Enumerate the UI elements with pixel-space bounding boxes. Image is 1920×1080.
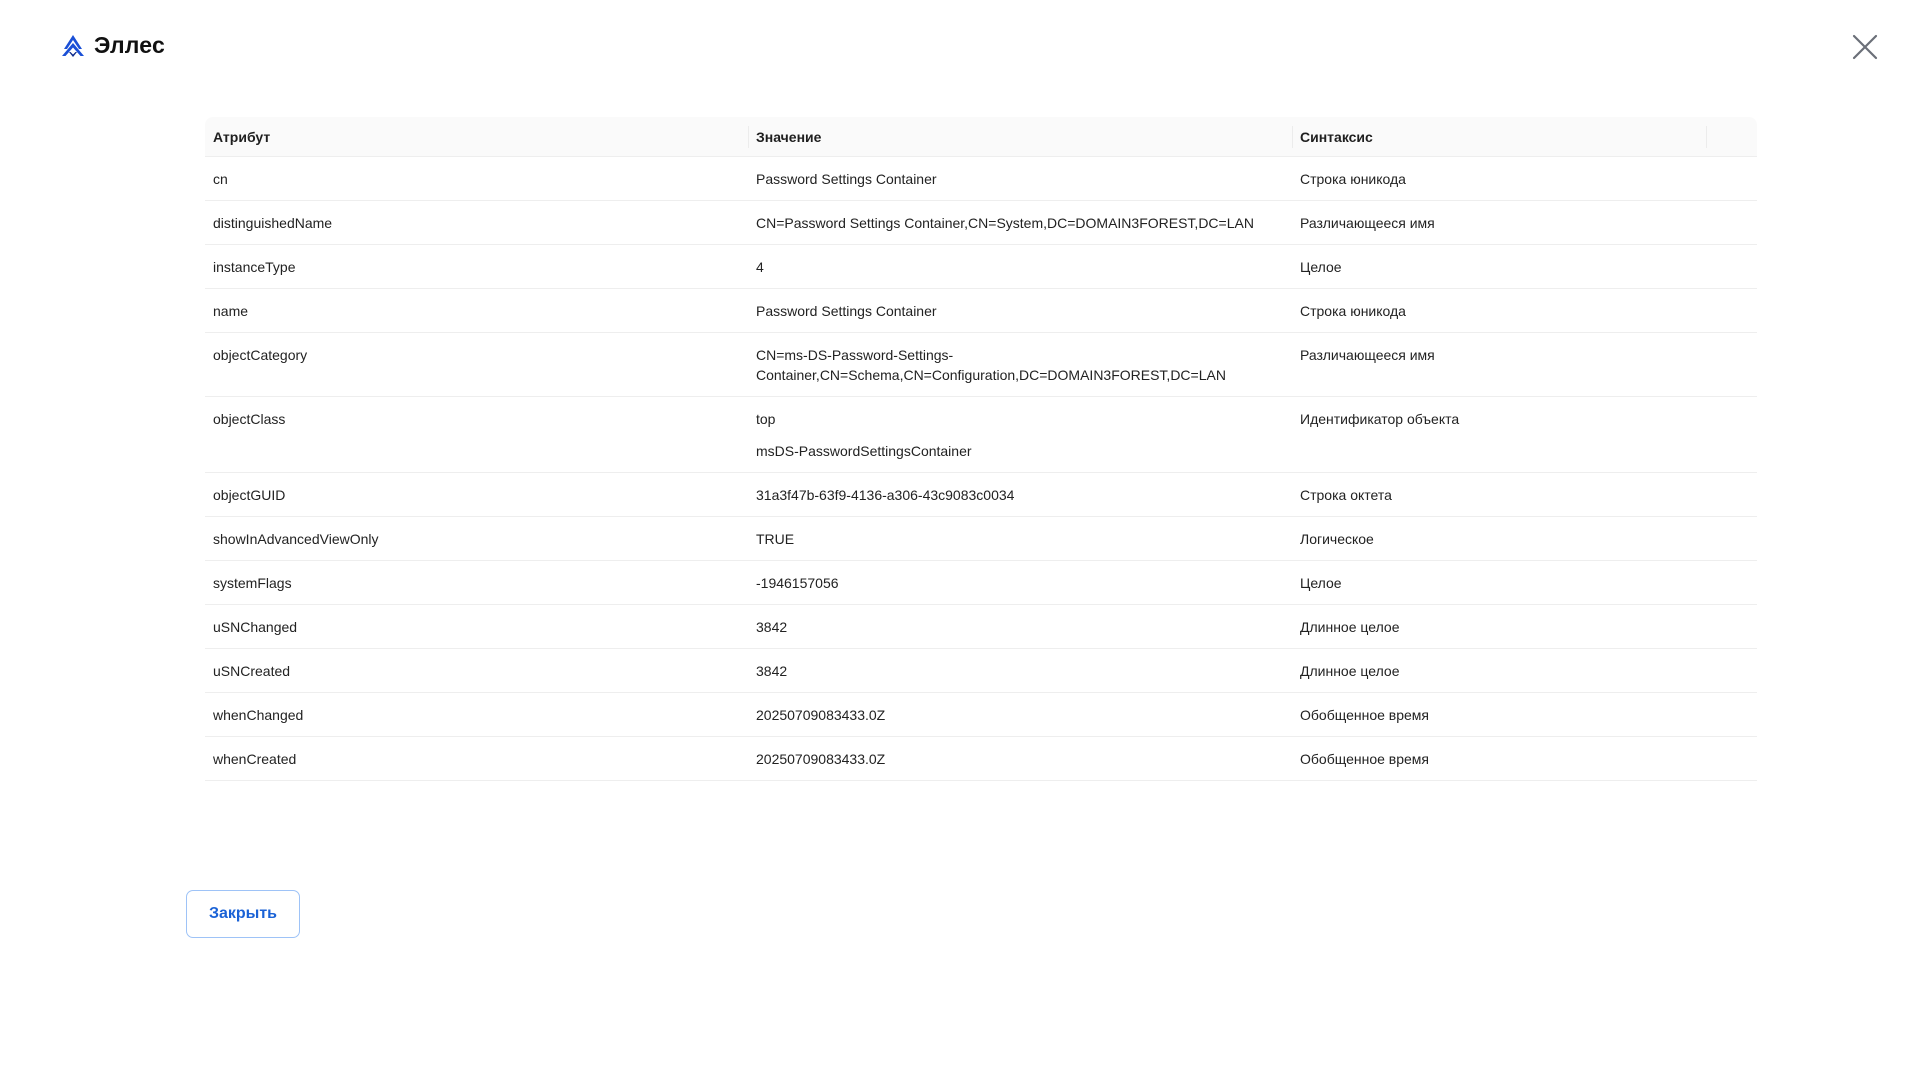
syntax-cell: Различающееся имя: [1292, 333, 1706, 397]
column-header-attribute[interactable]: Атрибут: [205, 117, 748, 157]
attribute-cell: instanceType: [205, 245, 748, 289]
attribute-cell: showInAdvancedViewOnly: [205, 517, 748, 561]
syntax-cell: Идентификатор объекта: [1292, 397, 1706, 473]
app-logo: [60, 32, 165, 59]
value-line: 20250709083433.0Z: [756, 707, 886, 723]
value-cell: [748, 649, 1292, 693]
column-header-value[interactable]: Значение: [748, 117, 1292, 157]
attributes-table: [205, 117, 1757, 781]
syntax-cell: Логическое: [1292, 517, 1706, 561]
value-cell: [748, 693, 1292, 737]
table-row[interactable]: [205, 201, 1757, 245]
syntax-cell: Строка юникода: [1292, 289, 1706, 333]
value-line: -1946157056: [756, 575, 839, 591]
syntax-cell: Длинное целое: [1292, 605, 1706, 649]
table-row[interactable]: [205, 693, 1757, 737]
value-cell: [748, 245, 1292, 289]
value-line: CN=ms-DS-Password-Settings-Container,CN=Schema,CN=Configuration,DC=DOMAIN3FOREST,DC=LAN: [756, 347, 1226, 383]
table-header-row: [205, 117, 1757, 157]
value-cell: [748, 517, 1292, 561]
empty-cell: [1706, 737, 1757, 781]
table-row[interactable]: [205, 157, 1757, 201]
empty-cell: [1706, 605, 1757, 649]
table-row[interactable]: [205, 245, 1757, 289]
attribute-cell: uSNCreated: [205, 649, 748, 693]
value-line: 4: [756, 259, 764, 275]
value-cell: [748, 201, 1292, 245]
elles-logo-icon: [60, 33, 86, 59]
table-row[interactable]: [205, 333, 1757, 397]
empty-cell: [1706, 517, 1757, 561]
value-line: top: [756, 411, 776, 427]
value-line: 3842: [756, 619, 788, 635]
empty-cell: [1706, 473, 1757, 517]
table-row[interactable]: [205, 561, 1757, 605]
empty-cell: [1706, 157, 1757, 201]
table-row[interactable]: [205, 649, 1757, 693]
value-line: Password Settings Container: [756, 303, 937, 319]
value-line: 3842: [756, 663, 788, 679]
syntax-cell: Различающееся имя: [1292, 201, 1706, 245]
attribute-cell: whenCreated: [205, 737, 748, 781]
value-cell: [748, 473, 1292, 517]
empty-cell: [1706, 649, 1757, 693]
empty-cell: [1706, 693, 1757, 737]
empty-cell: [1706, 561, 1757, 605]
attribute-cell: objectCategory: [205, 333, 748, 397]
syntax-cell: Целое: [1292, 561, 1706, 605]
attribute-cell: name: [205, 289, 748, 333]
attribute-cell: cn: [205, 157, 748, 201]
attribute-cell: whenChanged: [205, 693, 748, 737]
table-row[interactable]: [205, 397, 1757, 473]
empty-cell: [1706, 245, 1757, 289]
table-row[interactable]: [205, 605, 1757, 649]
value-cell: [748, 333, 1292, 397]
value-cell: [748, 737, 1292, 781]
syntax-cell: Обобщенное время: [1292, 737, 1706, 781]
value-cell: [748, 397, 1292, 473]
close-button[interactable]: Закрыть: [186, 890, 300, 938]
empty-cell: [1706, 397, 1757, 473]
column-header-extra: [1706, 117, 1757, 157]
table-row[interactable]: [205, 737, 1757, 781]
value-cell: [748, 561, 1292, 605]
table-row[interactable]: [205, 473, 1757, 517]
value-line: CN=Password Settings Container,CN=System,DC=DOMAIN3FOREST,DC=LAN: [756, 215, 1254, 231]
syntax-cell: Длинное целое: [1292, 649, 1706, 693]
attribute-cell: uSNChanged: [205, 605, 748, 649]
table-row[interactable]: [205, 517, 1757, 561]
empty-cell: [1706, 333, 1757, 397]
value-line: TRUE: [756, 531, 795, 547]
close-dialog-button[interactable]: [1850, 32, 1880, 62]
attribute-cell: distinguishedName: [205, 201, 748, 245]
syntax-cell: Целое: [1292, 245, 1706, 289]
value-line: 31a3f47b-63f9-4136-a306-43c9083c0034: [756, 487, 1015, 503]
attribute-cell: objectClass: [205, 397, 748, 473]
empty-cell: [1706, 289, 1757, 333]
value-line: msDS-PasswordSettingsContainer: [756, 443, 972, 459]
syntax-cell: Строка юникода: [1292, 157, 1706, 201]
table-row[interactable]: [205, 289, 1757, 333]
attribute-cell: systemFlags: [205, 561, 748, 605]
syntax-cell: Строка октета: [1292, 473, 1706, 517]
column-header-syntax[interactable]: Синтаксис: [1292, 117, 1706, 157]
attribute-cell: objectGUID: [205, 473, 748, 517]
value-line: Password Settings Container: [756, 171, 937, 187]
value-line: 20250709083433.0Z: [756, 751, 886, 767]
value-cell: [748, 157, 1292, 201]
value-cell: [748, 605, 1292, 649]
value-cell: [748, 289, 1292, 333]
app-name: Эллес: [94, 32, 165, 58]
syntax-cell: Обобщенное время: [1292, 693, 1706, 737]
close-icon: [1850, 32, 1880, 62]
empty-cell: [1706, 201, 1757, 245]
